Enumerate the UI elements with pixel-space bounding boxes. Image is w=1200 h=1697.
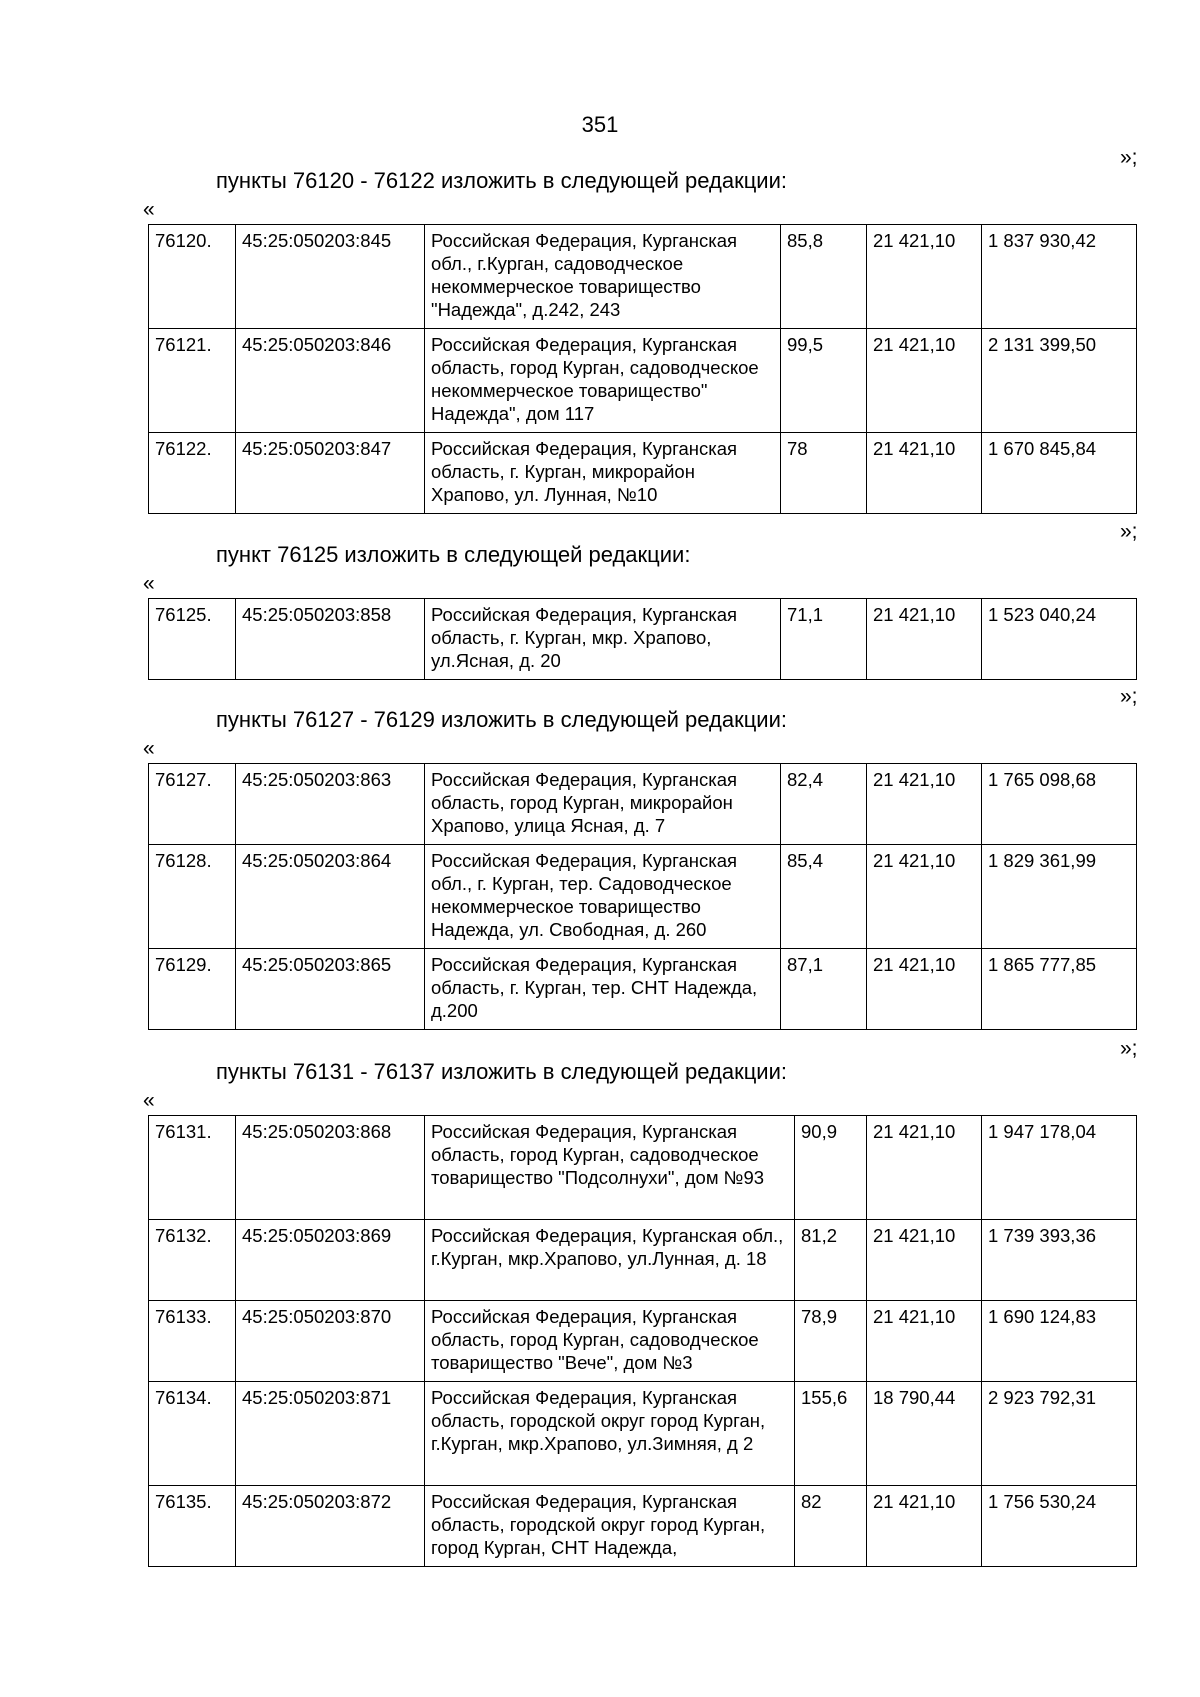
section-heading: пункты 76131 - 76137 изложить в следующей редакции:	[216, 1059, 788, 1084]
item-number: 76131.	[149, 1116, 236, 1220]
cadastral-number: 45:25:050203:868	[236, 1116, 425, 1220]
area: 82,4	[781, 764, 867, 845]
table-row	[149, 599, 1137, 680]
table-row	[149, 1116, 1137, 1220]
table-row	[149, 949, 1137, 1030]
unit-rate: 21 421,10	[867, 1301, 982, 1382]
cadastral-table	[148, 224, 1137, 514]
cadastral-value: 1 865 777,85	[982, 949, 1137, 1030]
address: Российская Федерация, Курганская обл., г. Курган, тер. Садоводческое некоммерческое товарищество Надежда, ул. Свободная, д. 260	[425, 845, 781, 949]
cadastral-number: 45:25:050203:869	[236, 1220, 425, 1301]
opening-quote: «	[143, 572, 155, 595]
area: 87,1	[781, 949, 867, 1030]
cadastral-number: 45:25:050203:847	[236, 433, 425, 514]
address: Российская Федерация, Курганская область, городской округ город Курган, город Курган, СНТ Надежда,	[425, 1486, 795, 1567]
cadastral-value: 1 756 530,24	[982, 1486, 1137, 1567]
unit-rate: 21 421,10	[867, 1486, 982, 1567]
cadastral-value: 1 765 098,68	[982, 764, 1137, 845]
cadastral-number: 45:25:050203:863	[236, 764, 425, 845]
table-row	[149, 845, 1137, 949]
cadastral-value: 1 523 040,24	[982, 599, 1137, 680]
cadastral-value: 1 947 178,04	[982, 1116, 1137, 1220]
cadastral-table	[148, 1115, 1137, 1567]
area: 99,5	[781, 329, 867, 433]
area: 78	[781, 433, 867, 514]
cadastral-number: 45:25:050203:864	[236, 845, 425, 949]
unit-rate: 21 421,10	[867, 845, 982, 949]
unit-rate: 21 421,10	[867, 225, 982, 329]
unit-rate: 21 421,10	[867, 433, 982, 514]
closing-quote: »;	[1120, 520, 1138, 543]
cadastral-value: 1 829 361,99	[982, 845, 1137, 949]
unit-rate: 21 421,10	[867, 329, 982, 433]
cadastral-number: 45:25:050203:858	[236, 599, 425, 680]
area: 85,8	[781, 225, 867, 329]
table-row	[149, 1486, 1137, 1567]
opening-quote: «	[143, 198, 155, 221]
item-number: 76121.	[149, 329, 236, 433]
cadastral-value: 2 131 399,50	[982, 329, 1137, 433]
area: 81,2	[795, 1220, 867, 1301]
address: Российская Федерация, Курганская область, город Курган, садоводческое товарищество "Вече", дом №3	[425, 1301, 795, 1382]
item-number: 76132.	[149, 1220, 236, 1301]
cadastral-number: 45:25:050203:871	[236, 1382, 425, 1486]
area: 155,6	[795, 1382, 867, 1486]
item-number: 76122.	[149, 433, 236, 514]
cadastral-value: 1 837 930,42	[982, 225, 1137, 329]
address: Российская Федерация, Курганская область, г. Курган, тер. СНТ Надежда, д.200	[425, 949, 781, 1030]
table-row	[149, 1220, 1137, 1301]
unit-rate: 18 790,44	[867, 1382, 982, 1486]
area: 71,1	[781, 599, 867, 680]
item-number: 76134.	[149, 1382, 236, 1486]
area: 82	[795, 1486, 867, 1567]
table-row	[149, 764, 1137, 845]
unit-rate: 21 421,10	[867, 599, 982, 680]
closing-quote: »;	[1120, 1037, 1138, 1060]
opening-quote: «	[143, 1089, 155, 1112]
item-number: 76128.	[149, 845, 236, 949]
closing-quote: »;	[1120, 146, 1138, 169]
section-heading: пункты 76120 - 76122 изложить в следующей редакции:	[216, 168, 788, 193]
cadastral-value: 1 690 124,83	[982, 1301, 1137, 1382]
cadastral-value: 2 923 792,31	[982, 1382, 1137, 1486]
area: 85,4	[781, 845, 867, 949]
table-row	[149, 1382, 1137, 1486]
unit-rate: 21 421,10	[867, 949, 982, 1030]
closing-quote: »;	[1120, 685, 1138, 708]
cadastral-value: 1 670 845,84	[982, 433, 1137, 514]
table-row	[149, 433, 1137, 514]
item-number: 76133.	[149, 1301, 236, 1382]
table-row	[149, 225, 1137, 329]
area: 78,9	[795, 1301, 867, 1382]
unit-rate: 21 421,10	[867, 764, 982, 845]
address: Российская Федерация, Курганская область, город Курган, садоводческое некоммерческое товарищество" Надежда", дом 117	[425, 329, 781, 433]
address: Российская Федерация, Курганская обл., г.Курган, садоводческое некоммерческое товарищество "Надежда", д.242, 243	[425, 225, 781, 329]
item-number: 76127.	[149, 764, 236, 845]
item-number: 76125.	[149, 599, 236, 680]
address: Российская Федерация, Курганская область, г. Курган, мкр. Храпово, ул.Ясная, д. 20	[425, 599, 781, 680]
section-heading: пункты 76127 - 76129 изложить в следующей редакции:	[216, 707, 788, 732]
item-number: 76129.	[149, 949, 236, 1030]
section-heading: пункт 76125 изложить в следующей редакции:	[216, 542, 691, 567]
table-row	[149, 1301, 1137, 1382]
address: Российская Федерация, Курганская область, город Курган, микрорайон Храпово, улица Ясная, д. 7	[425, 764, 781, 845]
address: Российская Федерация, Курганская область, городской округ город Курган, г.Курган, мкр.Храпово, ул.Зимняя, д 2	[425, 1382, 795, 1486]
opening-quote: «	[143, 737, 155, 760]
table-row	[149, 329, 1137, 433]
address: Российская Федерация, Курганская область, г. Курган, микрорайон Храпово, ул. Лунная, №10	[425, 433, 781, 514]
address: Российская Федерация, Курганская область, город Курган, садоводческое товарищество "Подсолнухи", дом №93	[425, 1116, 795, 1220]
cadastral-number: 45:25:050203:870	[236, 1301, 425, 1382]
unit-rate: 21 421,10	[867, 1220, 982, 1301]
cadastral-number: 45:25:050203:865	[236, 949, 425, 1030]
cadastral-table	[148, 598, 1137, 680]
item-number: 76120.	[149, 225, 236, 329]
address: Российская Федерация, Курганская обл., г.Курган, мкр.Храпово, ул.Лунная, д. 18	[425, 1220, 795, 1301]
area: 90,9	[795, 1116, 867, 1220]
unit-rate: 21 421,10	[867, 1116, 982, 1220]
item-number: 76135.	[149, 1486, 236, 1567]
page-number: 351	[581, 112, 619, 137]
cadastral-number: 45:25:050203:872	[236, 1486, 425, 1567]
cadastral-table	[148, 763, 1137, 1030]
cadastral-number: 45:25:050203:845	[236, 225, 425, 329]
cadastral-value: 1 739 393,36	[982, 1220, 1137, 1301]
cadastral-number: 45:25:050203:846	[236, 329, 425, 433]
